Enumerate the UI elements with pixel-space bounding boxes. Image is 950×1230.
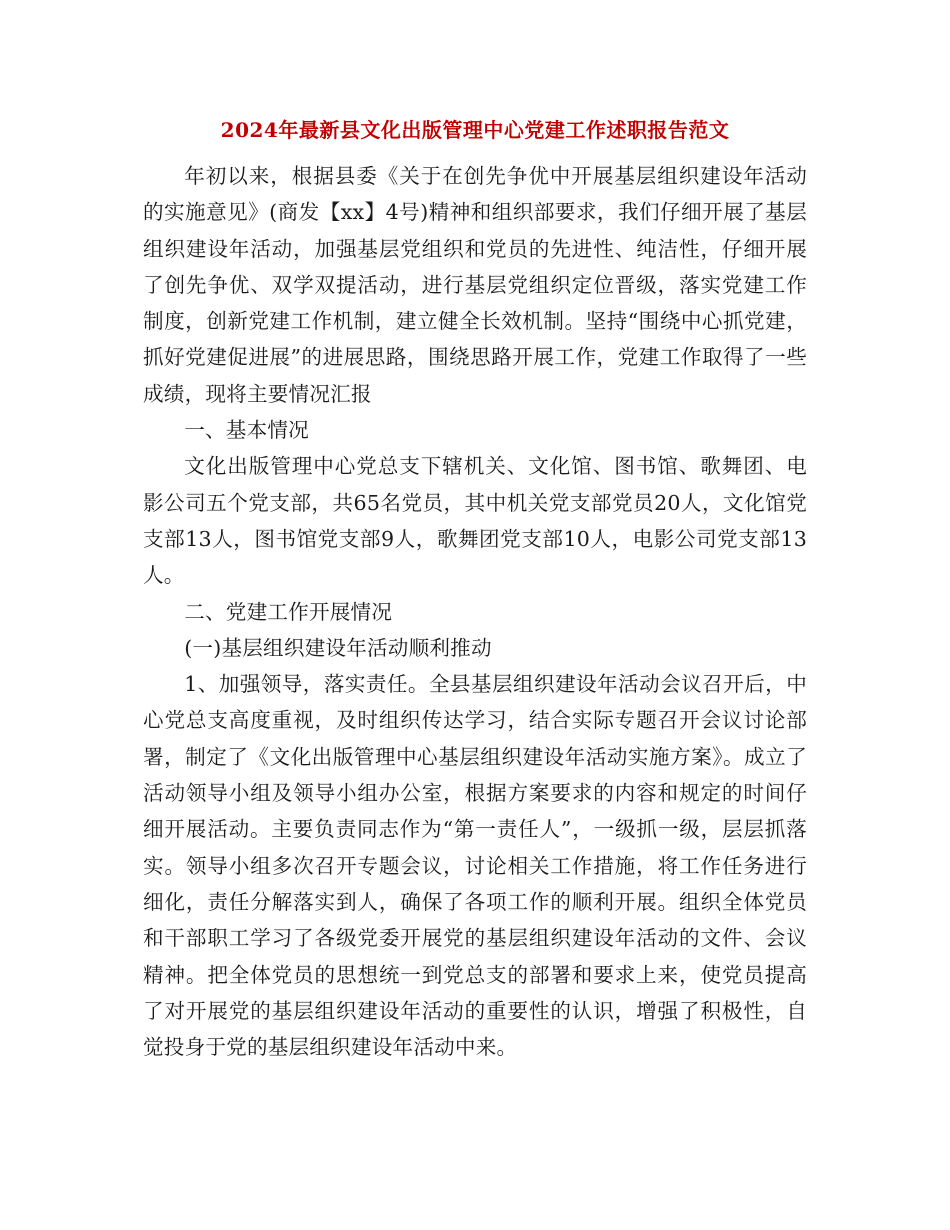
heading-party-work: 二、党建工作开展情况 <box>184 599 393 624</box>
subheading-grassroots: (一)基层组织建设年活动顺利推动 <box>184 635 492 660</box>
document-title: 2024年最新县文化出版管理中心党建工作述职报告范文 <box>220 118 730 142</box>
paragraph-basic-situation: 文化出版管理中心党总支下辖机关、文化馆、图书馆、歌舞团、电影公司五个党支部，共65名党员，其中机关党支部党员20人，文化馆党支部13人，图书馆党支部9人，歌舞团党支部10人，电影公司党支部13人。 <box>143 454 807 588</box>
paragraph-intro: 年初以来，根据县委《关于在创先争优中开展基层组织建设年活动的实施意见》(商发【xx】4号)精神和组织部要求，我们仔细开展了基层组织建设年活动，加强基层党组织和党员的先进性、纯洁性，仔细开展了创先争优、双学双提活动，进行基层党组织定位晋级，落实党建工作制度，创新党建工作机制，建立健全长效机制。坚持“围绕中心抓党建，抓好党建促进展”的进展思路，围绕思路开展工作，党建工作取得了一些成绩，现将主要情况汇报 <box>143 164 807 406</box>
document-body <box>143 158 807 1065</box>
heading-basic-situation: 一、基本情况 <box>184 418 309 443</box>
paragraph-leadership: 1、加强领导，落实责任。全县基层组织建设年活动会议召开后，中心党总支高度重视，及时组织传达学习，结合实际专题召开会议讨论部署，制定了《文化出版管理中心基层组织建设年活动实施方案》。成立了活动领导小组及领导小组办公室，根据方案要求的内容和规定的时间仔细开展活动。主要负责同志作为“第一责任人”，一级抓一级，层层抓落实。领导小组多次召开专题会议，讨论相关工作措施，将工作任务进行细化，责任分解落实到人，确保了各项工作的顺利开展。组织全体党员和干部职工学习了各级党委开展党的基层组织建设年活动的文件、会议精神。把全体党员的思想统一到党总支的部署和要求上来，使党员提高了对开展党的基层组织建设年活动的重要性的认识，增强了积极性，自觉投身于党的基层组织建设年活动中来。 <box>143 672 807 1060</box>
